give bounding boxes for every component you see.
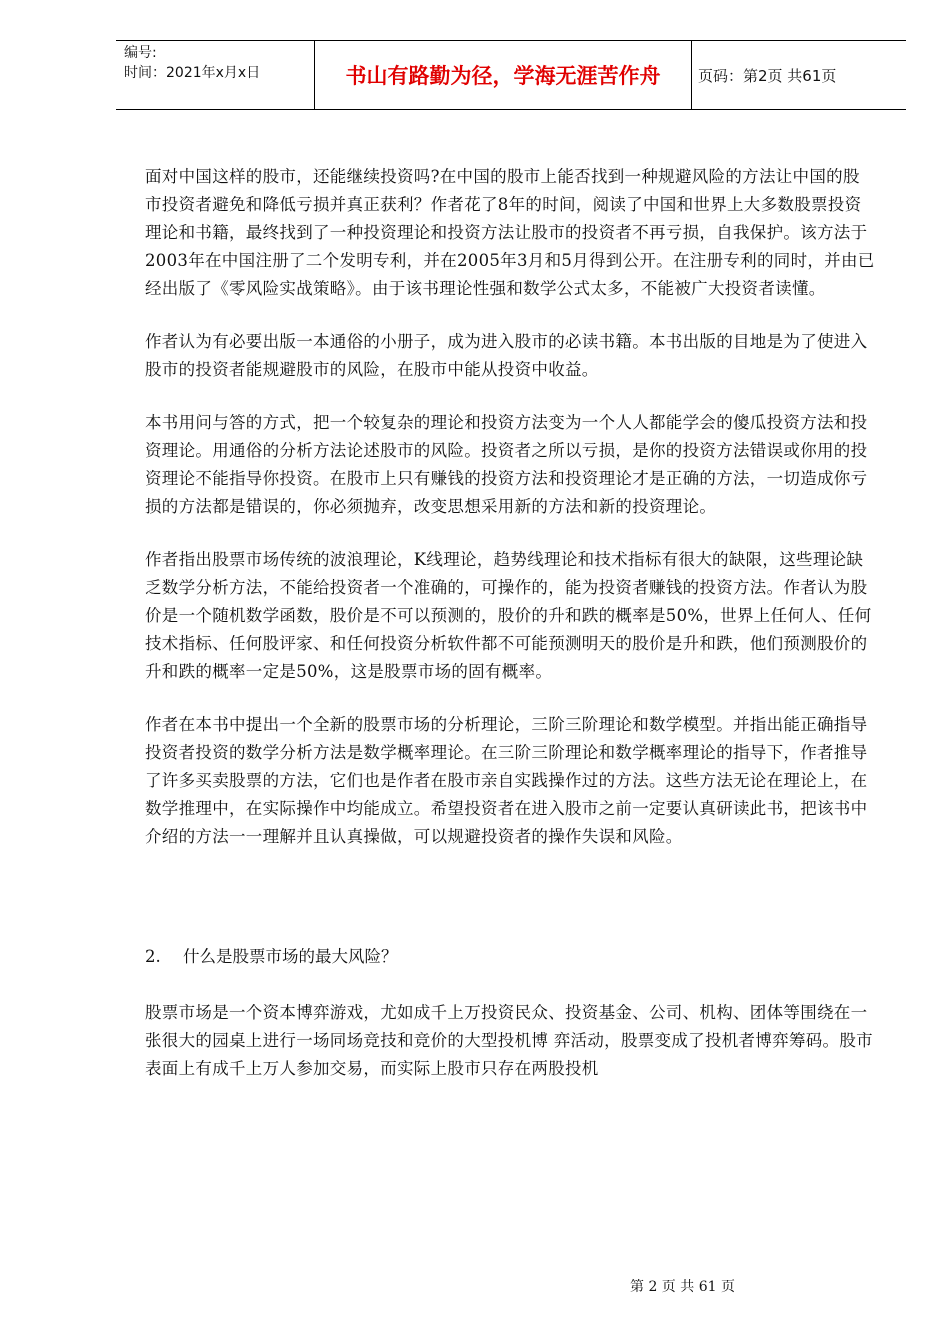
number-label: 编号: [124,45,157,61]
body-paragraph: 作者在本书中提出一个全新的股票市场的分析理论，三阶三阶理论和数学模型。并指出能正确指导投资者投资的数学分析方法是数学概率理论。在三阶三阶理论和数学概率理论的指导下，作者推导了许多买卖股票的方法，它们也是作者在股市亲自实践操作过的方法。这些方法无论在理论上，在数学推理中，在实际操作中均能成立。希望投资者在进入股市之前一定要认真研读此书，把该书中介绍的方法一一理解并且认真操做，可以规避投资者的操作失误和风险。 [145,715,868,846]
body-paragraph: 面对中国这样的股市，还能继续投资吗?在中国的股市上能否找到一种规避风险的方法让中国的股市投资者避免和降低亏损并真正获利？作者花了8年的时间，阅读了中国和世界上大多数股票投资理论和书籍，最终找到了一种投资理论和投资方法让股市的投资者不再亏损，自我保护。该方法于2003年在中国注册了二个发明专利，并在2005年3月和5月得到公开。在注册专利的同时，并由已经出版了《零风险实战策略》。由于该书理论性强和数学公式太多，不能被广大投资者读懂。 [145,167,875,298]
document-header [116,40,906,110]
body-paragraph: 本书用问与答的方式，把一个较复杂的理论和投资方法变为一个人人都能学会的傻瓜投资方法和投资理论。用通俗的分析方法论述股市的风险。投资者之所以亏损，是你的投资方法错误或你用的投资理论不能指导你投资。在股市上只有赚钱的投资方法和投资理论才是正确的方法，一切造成你亏损的方法都是错误的，你必须抛弃，改变思想采用新的方法和新的投资理论。 [145,413,868,516]
document-body [145,163,875,1108]
header-page-label: 页码：第2页 共61页 [698,66,837,85]
body-paragraph: 作者认为有必要出版一本通俗的小册子，成为进入股市的必读书籍。本书出版的目地是为了使进入股市的投资者能规避股市的风险，在股市中能从投资中收益。 [145,332,868,379]
time-label: 时间：2021年x月x日 [124,65,261,81]
section-number: 2. [145,947,161,966]
section-title: 什么是股票市场的最大风险？ [183,947,398,966]
header-motto: 书山有路勤为径，学海无涯苦作舟 [314,41,692,109]
body-paragraph: 作者指出股票市场传统的波浪理论，K线理论，趋势线理论和技术指标有很大的缺限，这些理论缺乏数学分析方法，不能给投资者一个准确的，可操作的，能为投资者赚钱的投资方法。作者认为股价是一个随机数学函数，股价是不可以预测的，股价的升和跌的概率是50%，世界上任何人、任何技术指标、任何股评家、和任何投资分析软件都不可能预测明天的股价是升和跌，他们预测股价的升和跌的概率一定是50%，这是股票市场的固有概率。 [145,550,872,681]
section-heading [145,943,875,971]
section-paragraph: 股票市场是一个资本博弈游戏，尤如成千上万投资民众、投资基金、公司、机构、团体等围绕在一张很大的园桌上进行一场同场竞技和竞价的大型投机博 弈活动，股票变成了投机者博弈筹码。股市表面上有成千上万人参加交易，而实际上股市只存在两股投机 [145,1003,873,1078]
header-meta-cell [116,41,314,109]
page-footer: 第 2 页 共 61 页 [630,1279,735,1295]
